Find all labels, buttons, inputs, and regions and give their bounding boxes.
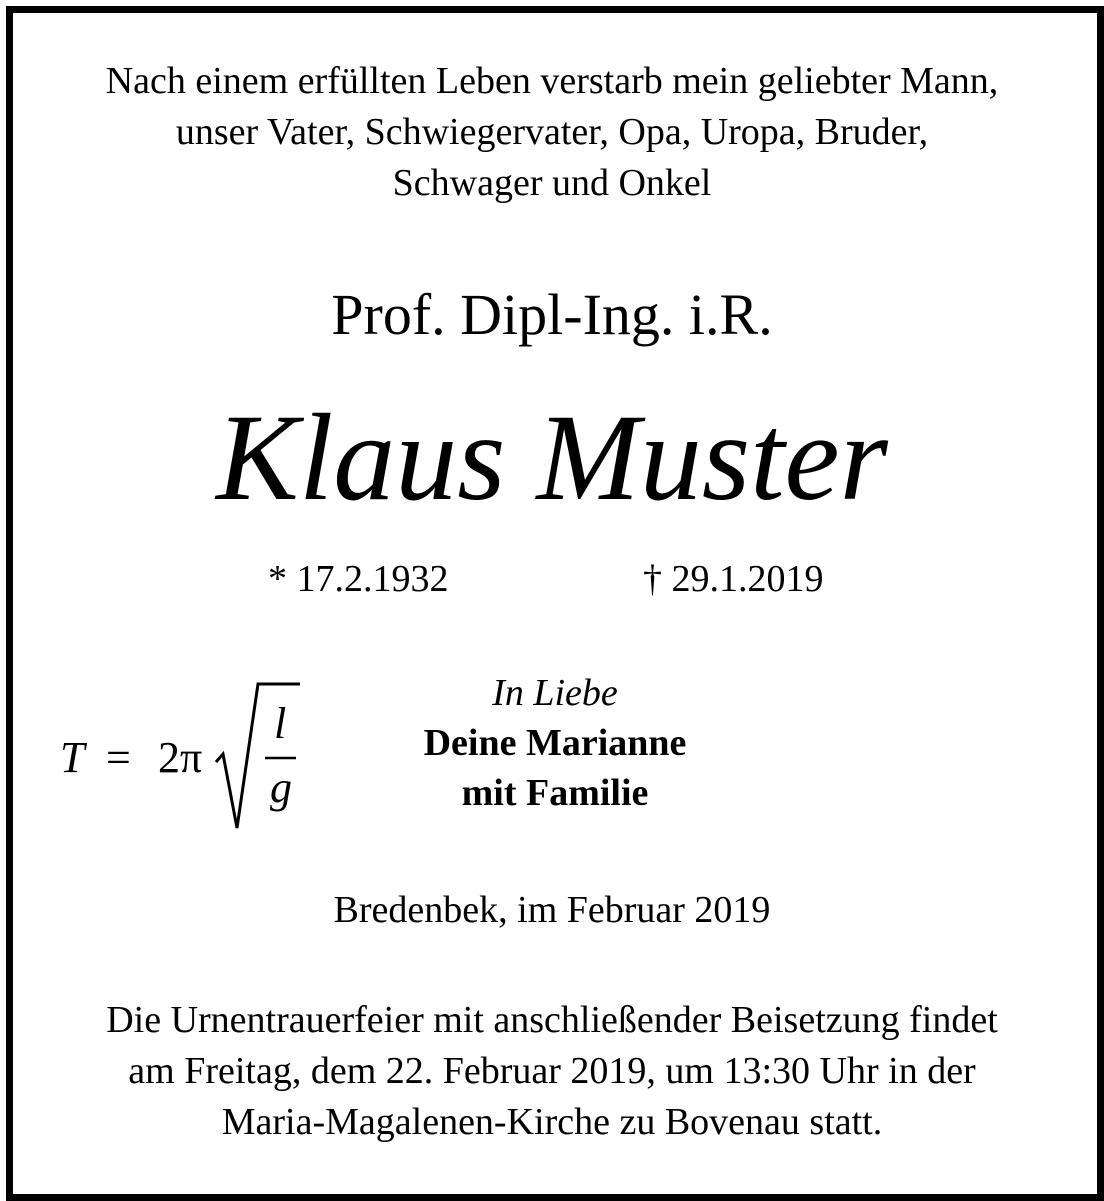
service-line-2: am Freitag, dem 22. Februar 2019, um 13:30 Uhr in der [128, 1050, 976, 1092]
pendulum-formula [58, 680, 308, 840]
closing-from-line-1: Deine Marianne [423, 722, 687, 764]
closing-signature [360, 668, 750, 818]
formula-denominator: g [270, 763, 292, 812]
closing-from-line-2: mit Familie [461, 772, 649, 814]
death-date: † 29.1.2019 [643, 558, 824, 600]
formula-lhs: T [60, 733, 85, 782]
formula-numerator: l [274, 699, 287, 748]
intro-text [20, 56, 1084, 209]
service-line-1: Die Urnentrauerfeier mit anschließender Beisetzung findet [106, 999, 998, 1041]
service-info [20, 995, 1084, 1148]
birth-date: * 17.2.1932 [268, 558, 449, 600]
intro-line-2: unser Vater, Schwiegervater, Opa, Uropa, Bruder, [175, 111, 929, 153]
service-line-3: Maria-Magalenen-Kirche zu Bovenau statt. [221, 1101, 883, 1143]
closing-love: In Liebe [492, 672, 618, 714]
intro-line-3: Schwager und Onkel [392, 162, 712, 204]
deceased-name: Klaus Muster [216, 389, 888, 526]
formula-coefficient: 2π [158, 733, 203, 782]
academic-title: Prof. Dipl-Ing. i.R. [331, 282, 773, 347]
intro-line-1: Nach einem erfüllten Leben verstarb mein geliebter Mann, [105, 60, 999, 102]
formula-equals: = [106, 733, 131, 782]
place-date: Bredenbek, im Februar 2019 [333, 889, 771, 931]
